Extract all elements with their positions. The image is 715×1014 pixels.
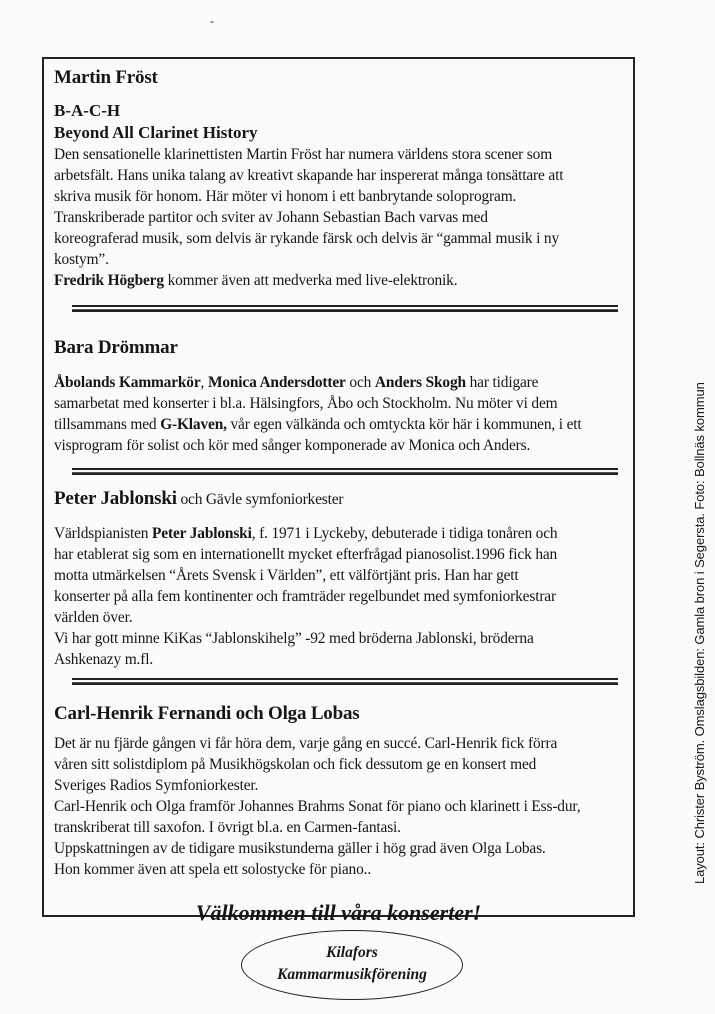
body-line: världen över. [54, 609, 133, 626]
section-fernandi-lobas [54, 702, 629, 880]
title-bold: Peter Jablonski [54, 488, 177, 509]
body-line: Uppskattningen av de tidigare musikstunderna gäller i hög grad även Olga Lobas. [54, 840, 546, 857]
performer-name: Anders Skogh [374, 374, 466, 391]
body-text: tillsammans med [54, 416, 161, 433]
section-title: Martin Fröst [54, 67, 158, 88]
body-line: Carl-Henrik och Olga framför Johannes Brahms Sonat för piano och klarinett i Ess-dur, [54, 798, 581, 815]
body-line: Den sensationelle klarinettisten Martin Fröst har numera världens stora scener som [54, 146, 553, 163]
body-line: transkriberat till saxofon. I övrigt bl.a. en Carmen-fantasi. [54, 819, 401, 836]
body-line: kostym”. [54, 251, 109, 268]
body-line [54, 414, 629, 435]
body-line [54, 523, 629, 544]
body-line: Vi har gott minne KiKas “Jablonskihelg” -92 med bröderna Jablonski, bröderna [54, 630, 534, 647]
body-line: arbetsfält. Hans unika talang av kreativt skapande har inspererat många tonsättare att [54, 167, 564, 184]
body-text: kommer även att medverka med live-elektronik. [163, 272, 458, 289]
body-line: Ashkenazy m.fl. [54, 651, 154, 668]
top-mark: - [210, 14, 214, 28]
section-title [54, 487, 629, 512]
body-line: har etablerat sig som en internationellt mycket efterfrågad pianosolist.1996 fick han [54, 546, 558, 563]
body-line [54, 372, 629, 393]
layout-credit: Layout: Christer Byström. Omslagsbilden: Gamla bron i Segersta. Foto: Bollnäs kommun [692, 382, 707, 884]
body-text: har tidigare [465, 374, 539, 391]
org-name-line2: Kammarmusikförening [277, 966, 427, 983]
org-name-line1: Kilafors [326, 944, 378, 961]
section-bara-drommar [54, 336, 629, 456]
divider-rule [72, 305, 618, 312]
body-line: Det är nu fjärde gången vi får höra dem, varje gång en succé. Carl-Henrik fick förra [54, 735, 558, 752]
section-peter-jablonski [54, 487, 629, 670]
section-subtitle-history: Beyond All Clarinet History [54, 123, 258, 142]
divider-rule [72, 678, 618, 685]
section-martin-frost [54, 66, 629, 291]
body-text: , f. 1971 i Lyckeby, debuterade i tidiga tonåren och [251, 525, 558, 542]
section-title: Bara Drömmar [54, 337, 178, 358]
body-line: Sveriges Radios Symfoniorkester. [54, 777, 259, 794]
body-text: och [345, 374, 375, 391]
body-line: samarbetat med konserter i bl.a. Hälsingfors, Åbo och Stockholm. Nu möter vi dem [54, 395, 558, 412]
body-line [54, 270, 629, 291]
section-subtitle-bach: B-A-C-H [54, 101, 121, 120]
performer-name: Fredrik Högberg [54, 272, 164, 289]
title-rest: och Gävle symfoniorkester [176, 491, 344, 508]
performer-name: Peter Jablonski [152, 525, 252, 542]
body-line: Transkriberade partitor och sviter av Johann Sebastian Bach varvas med [54, 209, 488, 226]
body-line: konserter på alla fem kontinenter och framträder regelbundet med symfoniorkestrar [54, 588, 556, 605]
body-line: skriva musik för honom. Här möter vi honom i ett banbrytande soloprogram. [54, 188, 517, 205]
body-line: våren sitt solistdiplom på Musikhögskolan och fick dessutom ge en konsert med [54, 756, 537, 773]
body-text: , [200, 374, 208, 391]
performer-name: Åbolands Kammarkör [54, 374, 201, 391]
body-text: vår egen välkända och omtyckta kör här i kommunen, i ett [226, 416, 582, 433]
body-text: Världspianisten [54, 525, 153, 542]
organization-oval [241, 930, 463, 1000]
body-line: koreograferad musik, som delvis är rykande färsk och delvis är “gammal musik i ny [54, 230, 559, 247]
body-line: visprogram för solist och kör med sånger komponerade av Monica och Anders. [54, 437, 531, 454]
divider-rule [72, 468, 618, 475]
performer-name: G-Klaven, [160, 416, 227, 433]
section-title: Carl-Henrik Fernandi och Olga Lobas [54, 703, 360, 724]
welcome-heading: Välkommen till våra konserter! [195, 900, 482, 925]
performer-name: Monica Andersdotter [207, 374, 346, 391]
body-line: Hon kommer även att spela ett solostycke för piano.. [54, 861, 372, 878]
body-line: motta utmärkelsen “Årets Svensk i Världen”, ett välförtjänt pris. Han har gett [54, 567, 519, 584]
